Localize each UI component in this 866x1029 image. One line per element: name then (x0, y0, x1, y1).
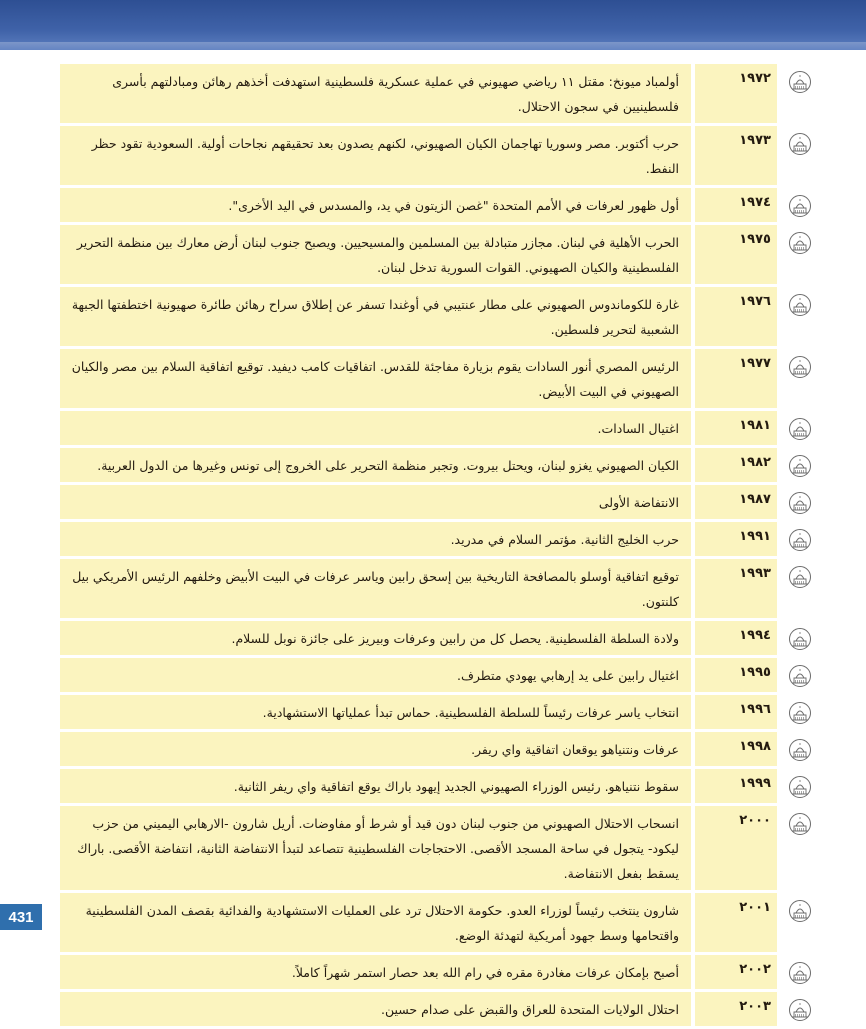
event-text: اغتيال رابين على يد إرهابي يهودي متطرف. (60, 658, 691, 692)
event-text: انتخاب ياسر عرفات رئيساً للسلطة الفلسطينية. حماس تبدأ عملياتها الاستشهادية. (60, 695, 691, 729)
event-year: ١٩٩٣ (695, 559, 777, 618)
event-text: أول ظهور لعرفات في الأمم المتحدة "غصن الزيتون في يد، والمسدس في اليد الأخرى". (60, 188, 691, 222)
dome-of-the-rock-icon (777, 621, 823, 655)
event-year: ١٩٨٢ (695, 448, 777, 482)
timeline-row (60, 411, 823, 445)
event-text: اغتيال السادات. (60, 411, 691, 445)
header-band-sheen (0, 42, 866, 52)
event-year: ١٩٩٦ (695, 695, 777, 729)
event-text: الكيان الصهيوني يغزو لبنان، ويحتل بيروت. وتجبر منظمة التحرير على الخروج إلى تونس وغيرها من الدول العربية. (60, 448, 691, 482)
event-text: حرب أكتوبر. مصر وسوريا تهاجمان الكيان الصهيوني، لكنهم يصدون بعد تحقيقهم نجاحات أولية. السعودية تقود حظر النفط. (60, 126, 691, 185)
timeline-row (60, 188, 823, 222)
event-text: الانتفاضة الأولى (60, 485, 691, 519)
dome-of-the-rock-icon (777, 126, 823, 185)
timeline-row (60, 769, 823, 803)
event-year: ١٩٩١ (695, 522, 777, 556)
timeline-row (60, 485, 823, 519)
event-text: عرفات ونتنياهو يوقعان اتفاقية واي ريفر. (60, 732, 691, 766)
event-text: الرئيس المصري أنور السادات يقوم بزيارة مفاجئة للقدس. اتفاقيات كامب ديفيد. توقيع اتفاقية السلام بين مصر والكيان الصهيوني في البيت الأبيض. (60, 349, 691, 408)
dome-of-the-rock-icon (777, 287, 823, 346)
dome-of-the-rock-icon (777, 955, 823, 989)
event-year: ١٩٨١ (695, 411, 777, 445)
event-text: شارون ينتخب رئيساً لوزراء العدو. حكومة الاحتلال ترد على العمليات الاستشهادية والفدائية بقصف المدن الفلسطينية واقتحامها وسط جهود أمريكية لتهدئة الوضع. (60, 893, 691, 952)
dome-of-the-rock-icon (777, 349, 823, 408)
event-year: ٢٠٠٣ (695, 992, 777, 1026)
event-year: ٢٠٠٢ (695, 955, 777, 989)
timeline-row (60, 448, 823, 482)
timeline-row (60, 225, 823, 284)
timeline-row (60, 992, 823, 1026)
timeline-row (60, 64, 823, 123)
event-year: ١٩٧٣ (695, 126, 777, 185)
dome-of-the-rock-icon (777, 658, 823, 692)
dome-of-the-rock-icon (777, 411, 823, 445)
event-year: ١٩٨٧ (695, 485, 777, 519)
dome-of-the-rock-icon (777, 448, 823, 482)
event-text: غارة للكوماندوس الصهيوني على مطار عنتيبي في أوغندا تسفر عن إطلاق سراح رهائن طائرة صهيونية اختطفتها الجبهة الشعبية لتحرير فلسطين. (60, 287, 691, 346)
event-year: ١٩٧٧ (695, 349, 777, 408)
timeline-row (60, 522, 823, 556)
timeline-row (60, 658, 823, 692)
timeline-row (60, 806, 823, 890)
timeline-row (60, 955, 823, 989)
event-text: انسحاب الاحتلال الصهيوني من جنوب لبنان دون قيد أو شرط أو مفاوضات. أريل شارون -الارهابي اليميني من حزب ليكود- يتجول في ساحة المسجد الأقصى. الاحتجاجات الفلسطينية تتصاعد لتبدأ الانتفاضة الثانية، انتفاضة الأقصى. باراك يسقط بفعل الانتفاضة. (60, 806, 691, 890)
event-year: ١٩٩٥ (695, 658, 777, 692)
event-text: حرب الخليج الثانية. مؤتمر السلام في مدريد. (60, 522, 691, 556)
dome-of-the-rock-icon (777, 769, 823, 803)
dome-of-the-rock-icon (777, 225, 823, 284)
event-year: ١٩٧٦ (695, 287, 777, 346)
timeline-row (60, 621, 823, 655)
event-year: ١٩٧٤ (695, 188, 777, 222)
event-text: توقيع اتفاقية أوسلو بالمصافحة التاريخية بين إسحق رابين وياسر عرفات في البيت الأبيض وخلفهم الرئيس الأمريكي بيل كلنتون. (60, 559, 691, 618)
event-text: الحرب الأهلية في لبنان. مجازر متبادلة بين المسلمين والمسيحيين. ويصبح جنوب لبنان أرض معارك بين منظمة التحرير الفلسطينية والكيان الصهيوني. القوات السورية تدخل لبنان. (60, 225, 691, 284)
event-text: احتلال الولايات المتحدة للعراق والقبض على صدام حسين. (60, 992, 691, 1026)
dome-of-the-rock-icon (777, 188, 823, 222)
timeline-row (60, 126, 823, 185)
event-text: أولمباد ميونخ: مقتل ١١ رياضي صهيوني في عملية عسكرية فلسطينية استهدفت أخذهم رهائن ومبادلتهم بأسرى فلسطينيين في سجون الاحتلال. (60, 64, 691, 123)
event-year: ١٩٩٤ (695, 621, 777, 655)
event-text: سقوط نتنياهو. رئيس الوزراء الصهيوني الجديد إيهود باراك يوقع اتفاقية واي ريفر الثانية. (60, 769, 691, 803)
timeline-table (60, 64, 823, 1029)
timeline-row (60, 559, 823, 618)
timeline-row (60, 732, 823, 766)
event-text: أصبح بإمكان عرفات مغادرة مقره في رام الله بعد حصار استمر شهراً كاملاً. (60, 955, 691, 989)
dome-of-the-rock-icon (777, 992, 823, 1026)
dome-of-the-rock-icon (777, 522, 823, 556)
dome-of-the-rock-icon (777, 485, 823, 519)
event-year: ١٩٩٨ (695, 732, 777, 766)
timeline-row (60, 349, 823, 408)
event-year: ٢٠٠٠ (695, 806, 777, 890)
dome-of-the-rock-icon (777, 695, 823, 729)
event-text: ولادة السلطة الفلسطينية. يحصل كل من رابين وعرفات وبيريز على جائزة نوبل للسلام. (60, 621, 691, 655)
event-year: ١٩٧٥ (695, 225, 777, 284)
event-year: ١٩٩٩ (695, 769, 777, 803)
dome-of-the-rock-icon (777, 559, 823, 618)
timeline-row (60, 287, 823, 346)
timeline-row (60, 695, 823, 729)
dome-of-the-rock-icon (777, 732, 823, 766)
timeline-row (60, 893, 823, 952)
dome-of-the-rock-icon (777, 893, 823, 952)
dome-of-the-rock-icon (777, 806, 823, 890)
page-number: 431 (0, 904, 42, 930)
event-year: ٢٠٠١ (695, 893, 777, 952)
dome-of-the-rock-icon (777, 64, 823, 123)
event-year: ١٩٧٢ (695, 64, 777, 123)
